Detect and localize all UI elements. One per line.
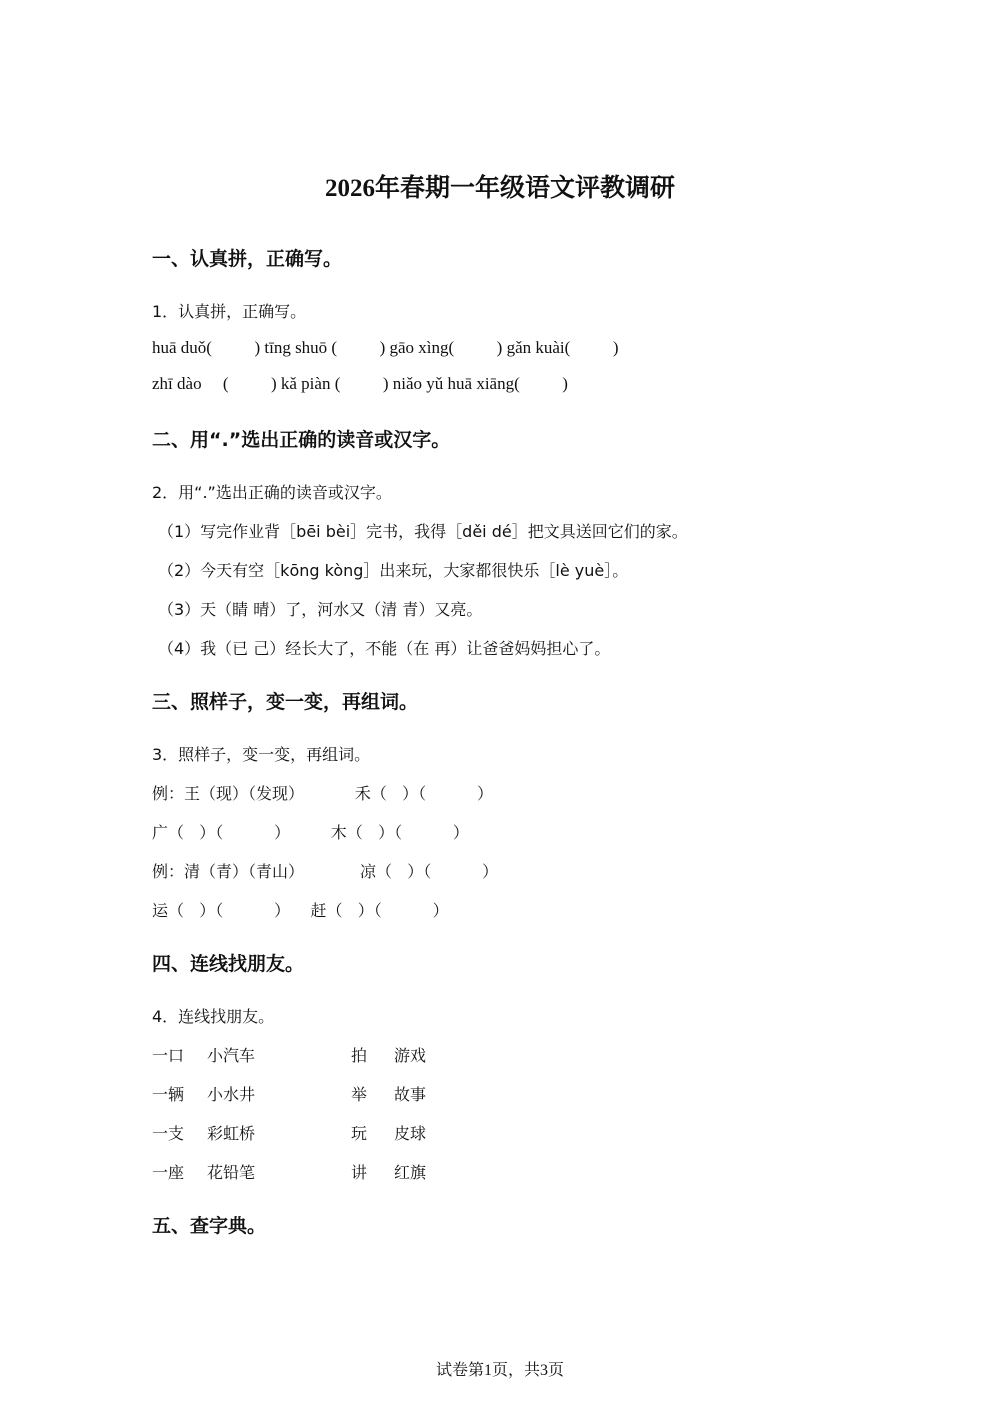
- section-3-heading: 三、照样子，变一变，再组词。: [152, 691, 419, 713]
- question-3-line-2: 广（ ）（ ） 木（ ）（ ）: [152, 823, 469, 842]
- noun-left: 花铅笔: [207, 1163, 256, 1182]
- section-2-heading: 二、用“.”选出正确的读音或汉字。: [152, 429, 451, 451]
- question-4-prompt: 4．连线找朋友。: [152, 1007, 275, 1026]
- question-3-line-1: 例：王（现）（发现） 禾（ ）（ ）: [152, 784, 493, 803]
- verb: 拍: [351, 1046, 368, 1065]
- verb: 玩: [351, 1124, 368, 1143]
- measure-word: 一辆: [152, 1085, 185, 1104]
- verb: 举: [351, 1085, 368, 1104]
- section-4-heading: 四、连线找朋友。: [152, 953, 305, 975]
- question-1-prompt: 1．认真拼，正确写。: [152, 302, 307, 321]
- noun-right: 故事: [394, 1085, 427, 1104]
- question-1-line-2: zhī dào ( ) kǎ piàn ( ) niǎo yǔ huā xiāng( ): [152, 374, 568, 393]
- measure-word: 一口: [152, 1046, 185, 1065]
- question-3-line-4: 运（ ）（ ） 赶（ ）（ ）: [152, 901, 449, 920]
- section-1-heading: 一、认真拼，正确写。: [152, 248, 343, 270]
- question-2-item-2: （2）今天有空［kōng kòng］出来玩，大家都很快乐［lè yuè］。: [158, 561, 629, 580]
- noun-right: 红旗: [394, 1163, 427, 1182]
- section-5-heading: 五、查字典。: [152, 1215, 267, 1237]
- noun-right: 皮球: [394, 1124, 427, 1143]
- noun-left: 彩虹桥: [207, 1124, 256, 1143]
- question-2-item-1: （1）写完作业背［bēi bèi］完书，我得［děi dé］把文具送回它们的家。: [158, 522, 688, 541]
- question-1-line-1: huā duǒ( ) tīng shuō ( ) gāo xìng( ) gǎn kuài( ): [152, 338, 619, 357]
- question-3-prompt: 3．照样子，变一变，再组词。: [152, 745, 371, 764]
- noun-right: 游戏: [394, 1046, 427, 1065]
- noun-left: 小水井: [207, 1085, 256, 1104]
- measure-word: 一支: [152, 1124, 185, 1143]
- question-2-prompt: 2．用“.”选出正确的读音或汉字。: [152, 483, 392, 502]
- page-title: 2026年春期一年级语文评教调研: [324, 175, 675, 202]
- page-footer: 试卷第1页，共3页: [435, 1362, 564, 1379]
- verb: 讲: [351, 1163, 368, 1182]
- question-3-line-3: 例：清（青）（青山） 凉（ ）（ ）: [152, 862, 499, 881]
- noun-left: 小汽车: [207, 1046, 256, 1065]
- question-2-item-3: （3）天（睛 晴）了，河水又（清 青）又亮。: [158, 600, 483, 619]
- question-2-item-4: （4）我（已 己）经长大了，不能（在 再）让爸爸妈妈担心了。: [158, 639, 611, 658]
- measure-word: 一座: [152, 1163, 185, 1182]
